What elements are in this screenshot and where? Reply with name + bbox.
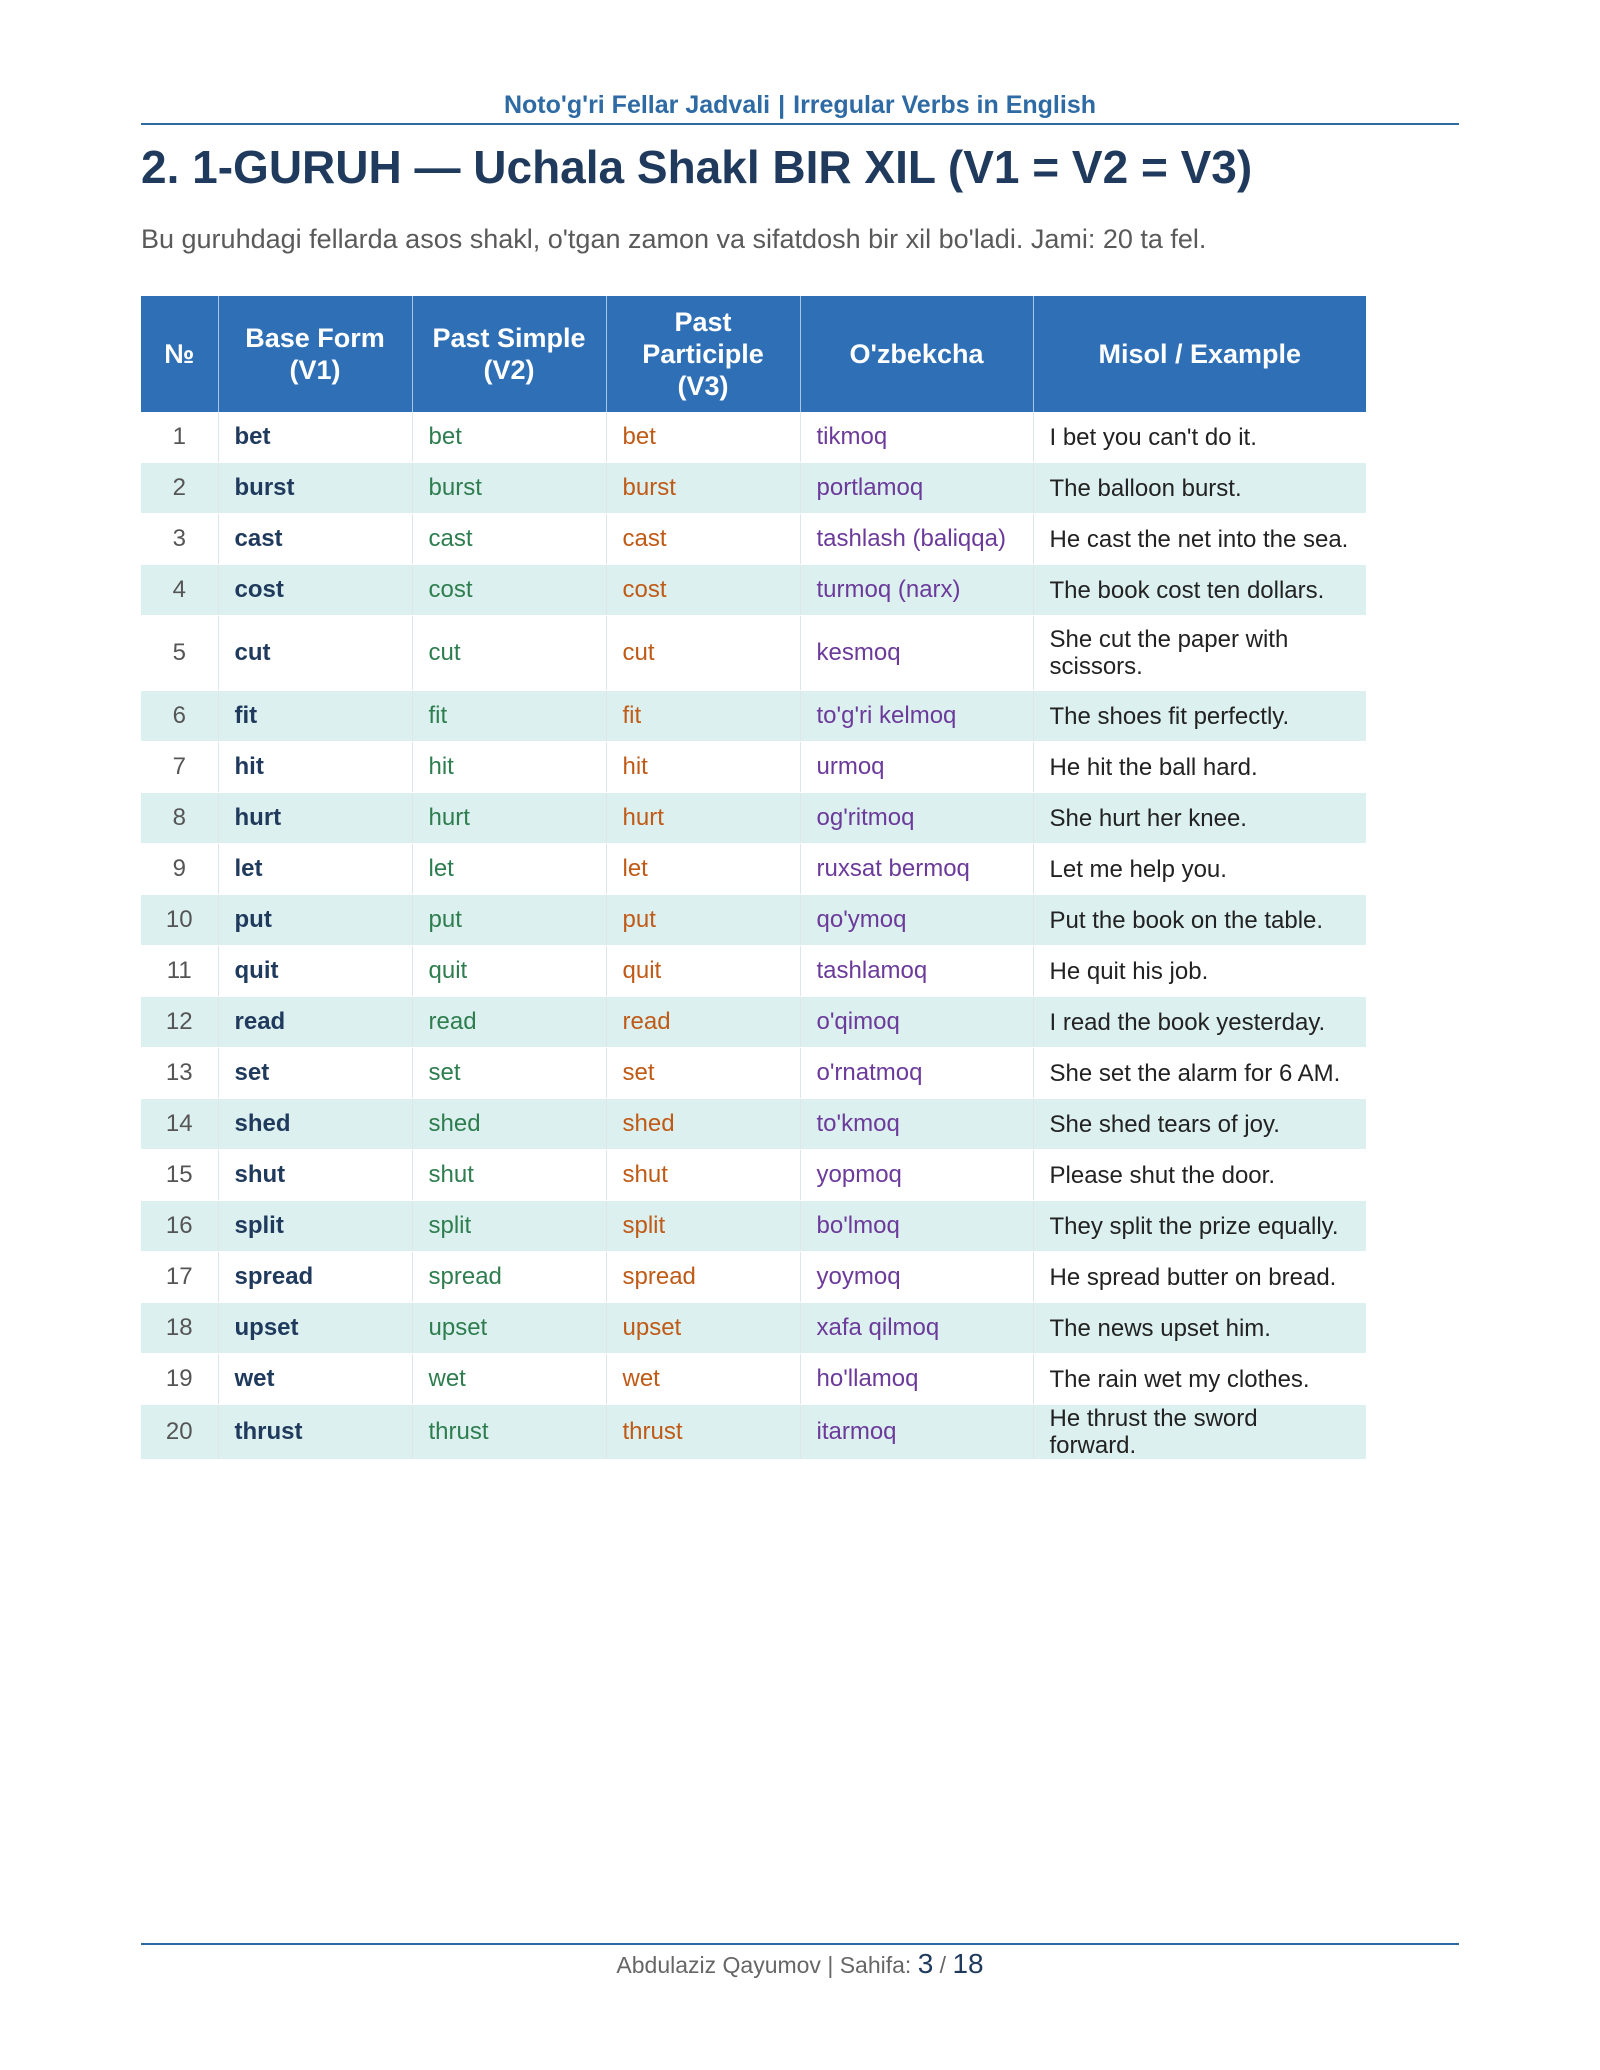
table-row	[141, 844, 1366, 895]
page-title: 2. 1-GURUH — Uchala Shakl BIR XIL (V1 = V2 = V3)	[141, 141, 1253, 193]
past-participle-cell: thrust	[606, 1405, 800, 1460]
base-form-cell: set	[218, 1048, 412, 1099]
row-number-cell: 3	[141, 514, 218, 565]
past-simple-cell: hurt	[412, 793, 606, 844]
footer-page-sep: /	[939, 1952, 947, 1978]
past-simple-cell: wet	[412, 1354, 606, 1405]
past-simple-cell: hit	[412, 742, 606, 793]
page-subtitle: Bu guruhdagi fellarda asos shakl, o'tgan zamon va sifatdosh bir xil bo'ladi. Jami: 20 ta fel.	[141, 224, 1207, 254]
uzbek-translation-cell: tashlash (baliqqa)	[800, 514, 1033, 565]
uzbek-translation-cell: ruxsat bermoq	[800, 844, 1033, 895]
past-simple-cell: cost	[412, 565, 606, 616]
footer-page-label: Sahifa:	[839, 1952, 912, 1978]
past-simple-cell: shed	[412, 1099, 606, 1150]
row-number-cell: 2	[141, 463, 218, 514]
row-number-cell: 13	[141, 1048, 218, 1099]
row-number-cell: 4	[141, 565, 218, 616]
base-form-cell: split	[218, 1201, 412, 1252]
table-row	[141, 742, 1366, 793]
example-sentence-cell: He hit the ball hard.	[1033, 742, 1366, 793]
row-number-cell: 19	[141, 1354, 218, 1405]
uzbek-translation-cell: xafa qilmoq	[800, 1303, 1033, 1354]
table-row	[141, 895, 1366, 946]
table-row	[141, 1405, 1366, 1460]
past-simple-cell: quit	[412, 946, 606, 997]
uzbek-translation-cell: itarmoq	[800, 1405, 1033, 1460]
example-sentence-cell: Let me help you.	[1033, 844, 1366, 895]
past-participle-cell: bet	[606, 412, 800, 463]
past-participle-cell: hurt	[606, 793, 800, 844]
row-number-cell: 15	[141, 1150, 218, 1201]
header-right: Irregular Verbs in English	[793, 91, 1096, 119]
footer-page-current: 3	[917, 1948, 934, 1979]
uzbek-translation-cell: o'rnatmoq	[800, 1048, 1033, 1099]
past-participle-cell: split	[606, 1201, 800, 1252]
example-sentence-cell: She set the alarm for 6 AM.	[1033, 1048, 1366, 1099]
column-header-past-participle: Past Participle (V3)	[606, 296, 800, 412]
example-sentence-cell: He spread butter on bread.	[1033, 1252, 1366, 1303]
uzbek-translation-cell: to'g'ri kelmoq	[800, 691, 1033, 742]
example-sentence-cell: He cast the net into the sea.	[1033, 514, 1366, 565]
table-row	[141, 412, 1366, 463]
uzbek-translation-cell: yopmoq	[800, 1150, 1033, 1201]
column-header-base-form: Base Form (V1)	[218, 296, 412, 412]
table-row	[141, 565, 1366, 616]
past-simple-cell: bet	[412, 412, 606, 463]
base-form-cell: put	[218, 895, 412, 946]
table-row	[141, 514, 1366, 565]
row-number-cell: 6	[141, 691, 218, 742]
table-row	[141, 463, 1366, 514]
past-simple-cell: spread	[412, 1252, 606, 1303]
example-sentence-cell: They split the prize equally.	[1033, 1201, 1366, 1252]
base-form-cell: spread	[218, 1252, 412, 1303]
uzbek-translation-cell: tikmoq	[800, 412, 1033, 463]
table-body	[141, 412, 1366, 1460]
row-number-cell: 8	[141, 793, 218, 844]
past-simple-cell: fit	[412, 691, 606, 742]
uzbek-translation-cell: o'qimoq	[800, 997, 1033, 1048]
row-number-cell: 9	[141, 844, 218, 895]
past-participle-cell: hit	[606, 742, 800, 793]
uzbek-translation-cell: tashlamoq	[800, 946, 1033, 997]
table-row	[141, 1354, 1366, 1405]
row-number-cell: 1	[141, 412, 218, 463]
past-participle-cell: cut	[606, 616, 800, 691]
past-participle-cell: read	[606, 997, 800, 1048]
table-row	[141, 997, 1366, 1048]
past-simple-cell: cast	[412, 514, 606, 565]
table-row	[141, 616, 1366, 691]
example-sentence-cell: I read the book yesterday.	[1033, 997, 1366, 1048]
table-row	[141, 691, 1366, 742]
row-number-cell: 17	[141, 1252, 218, 1303]
past-simple-cell: cut	[412, 616, 606, 691]
uzbek-translation-cell: portlamoq	[800, 463, 1033, 514]
table-row	[141, 1303, 1366, 1354]
row-number-cell: 10	[141, 895, 218, 946]
base-form-cell: let	[218, 844, 412, 895]
example-sentence-cell: The shoes fit perfectly.	[1033, 691, 1366, 742]
example-sentence-cell: The book cost ten dollars.	[1033, 565, 1366, 616]
base-form-cell: quit	[218, 946, 412, 997]
past-simple-cell: put	[412, 895, 606, 946]
uzbek-translation-cell: to'kmoq	[800, 1099, 1033, 1150]
past-participle-cell: fit	[606, 691, 800, 742]
base-form-cell: read	[218, 997, 412, 1048]
past-participle-cell: cast	[606, 514, 800, 565]
past-participle-cell: set	[606, 1048, 800, 1099]
uzbek-translation-cell: yoymoq	[800, 1252, 1033, 1303]
row-number-cell: 11	[141, 946, 218, 997]
header-left: Noto'g'ri Fellar Jadvali	[503, 91, 771, 119]
header-separator: |	[778, 91, 786, 119]
past-participle-cell: wet	[606, 1354, 800, 1405]
example-sentence-cell: He quit his job.	[1033, 946, 1366, 997]
footer-page-total: 18	[952, 1948, 984, 1979]
base-form-cell: bet	[218, 412, 412, 463]
past-participle-cell: spread	[606, 1252, 800, 1303]
row-number-cell: 12	[141, 997, 218, 1048]
page-footer	[141, 1948, 1459, 1980]
table-row	[141, 946, 1366, 997]
row-number-cell: 5	[141, 616, 218, 691]
base-form-cell: fit	[218, 691, 412, 742]
base-form-cell: cut	[218, 616, 412, 691]
verbs-table	[141, 296, 1366, 1460]
table-header-row	[141, 296, 1366, 412]
base-form-cell: thrust	[218, 1405, 412, 1460]
example-sentence-cell: Please shut the door.	[1033, 1150, 1366, 1201]
past-participle-cell: burst	[606, 463, 800, 514]
example-sentence-cell: The balloon burst.	[1033, 463, 1366, 514]
column-header-example: Misol / Example	[1033, 296, 1366, 412]
past-participle-cell: cost	[606, 565, 800, 616]
past-participle-cell: let	[606, 844, 800, 895]
past-simple-cell: let	[412, 844, 606, 895]
base-form-cell: hurt	[218, 793, 412, 844]
past-participle-cell: upset	[606, 1303, 800, 1354]
uzbek-translation-cell: qo'ymoq	[800, 895, 1033, 946]
table-row	[141, 1252, 1366, 1303]
row-number-cell: 14	[141, 1099, 218, 1150]
example-sentence-cell: The news upset him.	[1033, 1303, 1366, 1354]
base-form-cell: burst	[218, 463, 412, 514]
past-simple-cell: thrust	[412, 1405, 606, 1460]
table-row	[141, 1150, 1366, 1201]
footer-rule	[141, 1943, 1459, 1945]
past-participle-cell: put	[606, 895, 800, 946]
column-header-number: №	[141, 296, 218, 412]
footer-author: Abdulaziz Qayumov	[616, 1952, 821, 1978]
example-sentence-cell: Put the book on the table.	[1033, 895, 1366, 946]
past-simple-cell: read	[412, 997, 606, 1048]
example-sentence-cell: He thrust the sword forward.	[1033, 1405, 1366, 1460]
example-sentence-cell: She shed tears of joy.	[1033, 1099, 1366, 1150]
row-number-cell: 20	[141, 1405, 218, 1460]
footer-separator: |	[827, 1952, 834, 1978]
example-sentence-cell: She cut the paper with scissors.	[1033, 616, 1366, 691]
base-form-cell: shut	[218, 1150, 412, 1201]
past-participle-cell: shed	[606, 1099, 800, 1150]
row-number-cell: 18	[141, 1303, 218, 1354]
base-form-cell: upset	[218, 1303, 412, 1354]
table-row	[141, 1048, 1366, 1099]
past-simple-cell: upset	[412, 1303, 606, 1354]
row-number-cell: 16	[141, 1201, 218, 1252]
table-row	[141, 1099, 1366, 1150]
header-rule	[141, 123, 1459, 125]
past-simple-cell: burst	[412, 463, 606, 514]
uzbek-translation-cell: bo'lmoq	[800, 1201, 1033, 1252]
example-sentence-cell: She hurt her knee.	[1033, 793, 1366, 844]
example-sentence-cell: I bet you can't do it.	[1033, 412, 1366, 463]
base-form-cell: cost	[218, 565, 412, 616]
uzbek-translation-cell: ho'llamoq	[800, 1354, 1033, 1405]
past-participle-cell: quit	[606, 946, 800, 997]
uzbek-translation-cell: urmoq	[800, 742, 1033, 793]
base-form-cell: wet	[218, 1354, 412, 1405]
uzbek-translation-cell: kesmoq	[800, 616, 1033, 691]
running-header	[141, 91, 1459, 120]
uzbek-translation-cell: turmoq (narx)	[800, 565, 1033, 616]
past-participle-cell: shut	[606, 1150, 800, 1201]
column-header-uzbek: O'zbekcha	[800, 296, 1033, 412]
base-form-cell: hit	[218, 742, 412, 793]
past-simple-cell: set	[412, 1048, 606, 1099]
column-header-past-simple: Past Simple (V2)	[412, 296, 606, 412]
base-form-cell: shed	[218, 1099, 412, 1150]
uzbek-translation-cell: og'ritmoq	[800, 793, 1033, 844]
row-number-cell: 7	[141, 742, 218, 793]
example-sentence-cell: The rain wet my clothes.	[1033, 1354, 1366, 1405]
table-row	[141, 1201, 1366, 1252]
base-form-cell: cast	[218, 514, 412, 565]
table-row	[141, 793, 1366, 844]
past-simple-cell: split	[412, 1201, 606, 1252]
past-simple-cell: shut	[412, 1150, 606, 1201]
